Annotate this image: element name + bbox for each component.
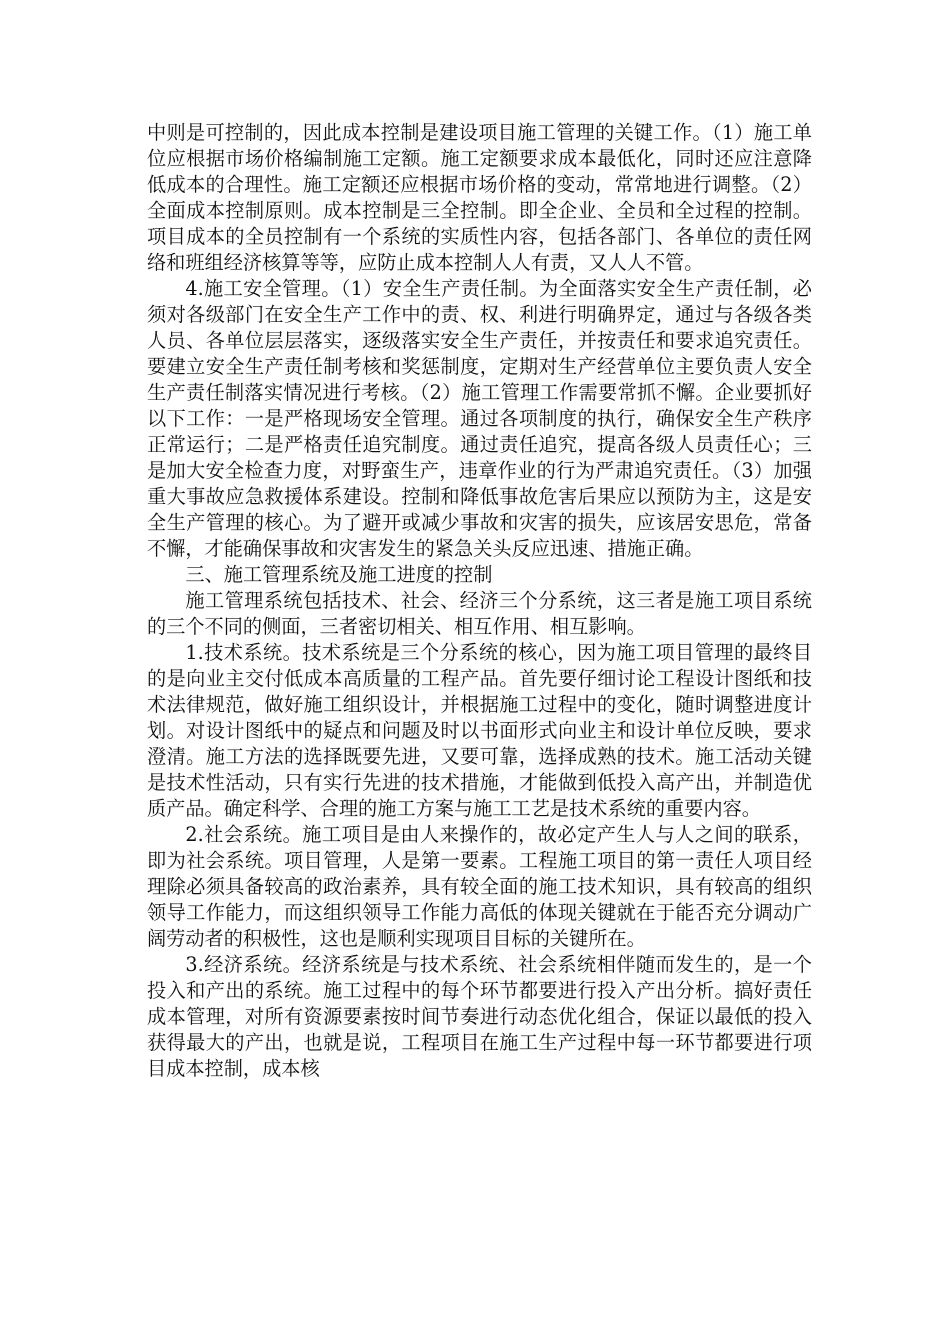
paragraph-cost-control: 中则是可控制的，因此成本控制是建设项目施工管理的关键工作。（1）施工单位应根据市场价格编制施工定额。施工定额要求成本最低化，同时还应注意降低成本的合理性。施工定额还应根据市场价格的变动，常常地进行调整。（2）全面成本控制原则。成本控制是三全控制。即全企业、全员和全过程的控制。项目成本的全员控制有一个系统的实质性内容，包括各部门、各单位的责任网络和班组经济核算等等，应防止成本控制人人有责，又人人不管。 bbox=[147, 121, 812, 274]
paragraph-social-system: 2.社会系统。施工项目是由人来操作的，故必定产生人与人之间的联系，即为社会系统。项目管理，人是第一要素。工程施工项目的第一责任人项目经理除必须具备较高的政治素养，具有较全面的施工技术知识，具有较高的组织领导工作能力，而这组织领导工作能力高低的体现关键就在于能否充分调动广阔劳动者的积极性，这也是顺利实现项目目标的关键所在。 bbox=[147, 823, 812, 950]
section-heading: 三、施工管理系统及施工进度的控制 bbox=[185, 563, 493, 586]
paragraph-safety-management: 4.施工安全管理。（1）安全生产责任制。为全面落实安全生产责任制，必须对各级部门在安全生产工作中的责、权、利进行明确界定，通过与各级各类人员、各单位层层落实，逐级落实安全生产责任，并按责任和要求追究责任。要建立安全生产责任制考核和奖惩制度，定期对生产经营单位主要负责人安全生产责任制落实情况进行考核。（2）施工管理工作需要常抓不懈。企业要抓好以下工作：一是严格现场安全管理。通过各项制度的执行，确保安全生产秩序正常运行；二是严格责任追究制度。通过责任追究，提高各级人员责任心；三是加大安全检查力度，对野蛮生产，违章作业的行为严肃追究责任。（3）加强重大事故应急救援体系建设。控制和降低事故危害后果应以预防为主，这是安全生产管理的核心。为了避开或减少事故和灾害的损失，应该居安思危，常备不懈，才能确保事故和灾害发生的紧急关头反应迅速、措施正确。 bbox=[147, 277, 812, 560]
paragraph-system-overview: 施工管理系统包括技术、社会、经济三个分系统，这三者是施工项目系统的三个不同的侧面，三者密切相关、相互作用、相互影响。 bbox=[147, 589, 812, 638]
document-body bbox=[147, 120, 812, 1082]
paragraph-economic-system: 3.经济系统。经济系统是与技术系统、社会系统相伴随而发生的，是一个投入和产出的系统。施工过程中的每个环节都要进行投入产出分析。搞好责任成本管理，对所有资源要素按时间节奏进行动态优化组合，保证以最低的投入获得最大的产出，也就是说，工程项目在施工生产过程中每一环节都要进行项目成本控制，成本核 bbox=[147, 953, 812, 1080]
paragraph-technical-system: 1.技术系统。技术系统是三个分系统的核心，因为施工项目管理的最终目的是向业主交付低成本高质量的工程产品。首先要仔细讨论工程设计图纸和技术法律规范，做好施工组织设计，并根据施工过程中的变化，随时调整进度计划。对设计图纸中的疑点和问题及时以书面形式向业主和设计单位反映，要求澄清。施工方法的选择既要先进，又要可靠，选择成熟的技术。施工活动关键是技术性活动，只有实行先进的技术措施，才能做到低投入高产出，并制造优质产品。确定科学、合理的施工方案与施工工艺是技术系统的重要内容。 bbox=[147, 641, 812, 820]
